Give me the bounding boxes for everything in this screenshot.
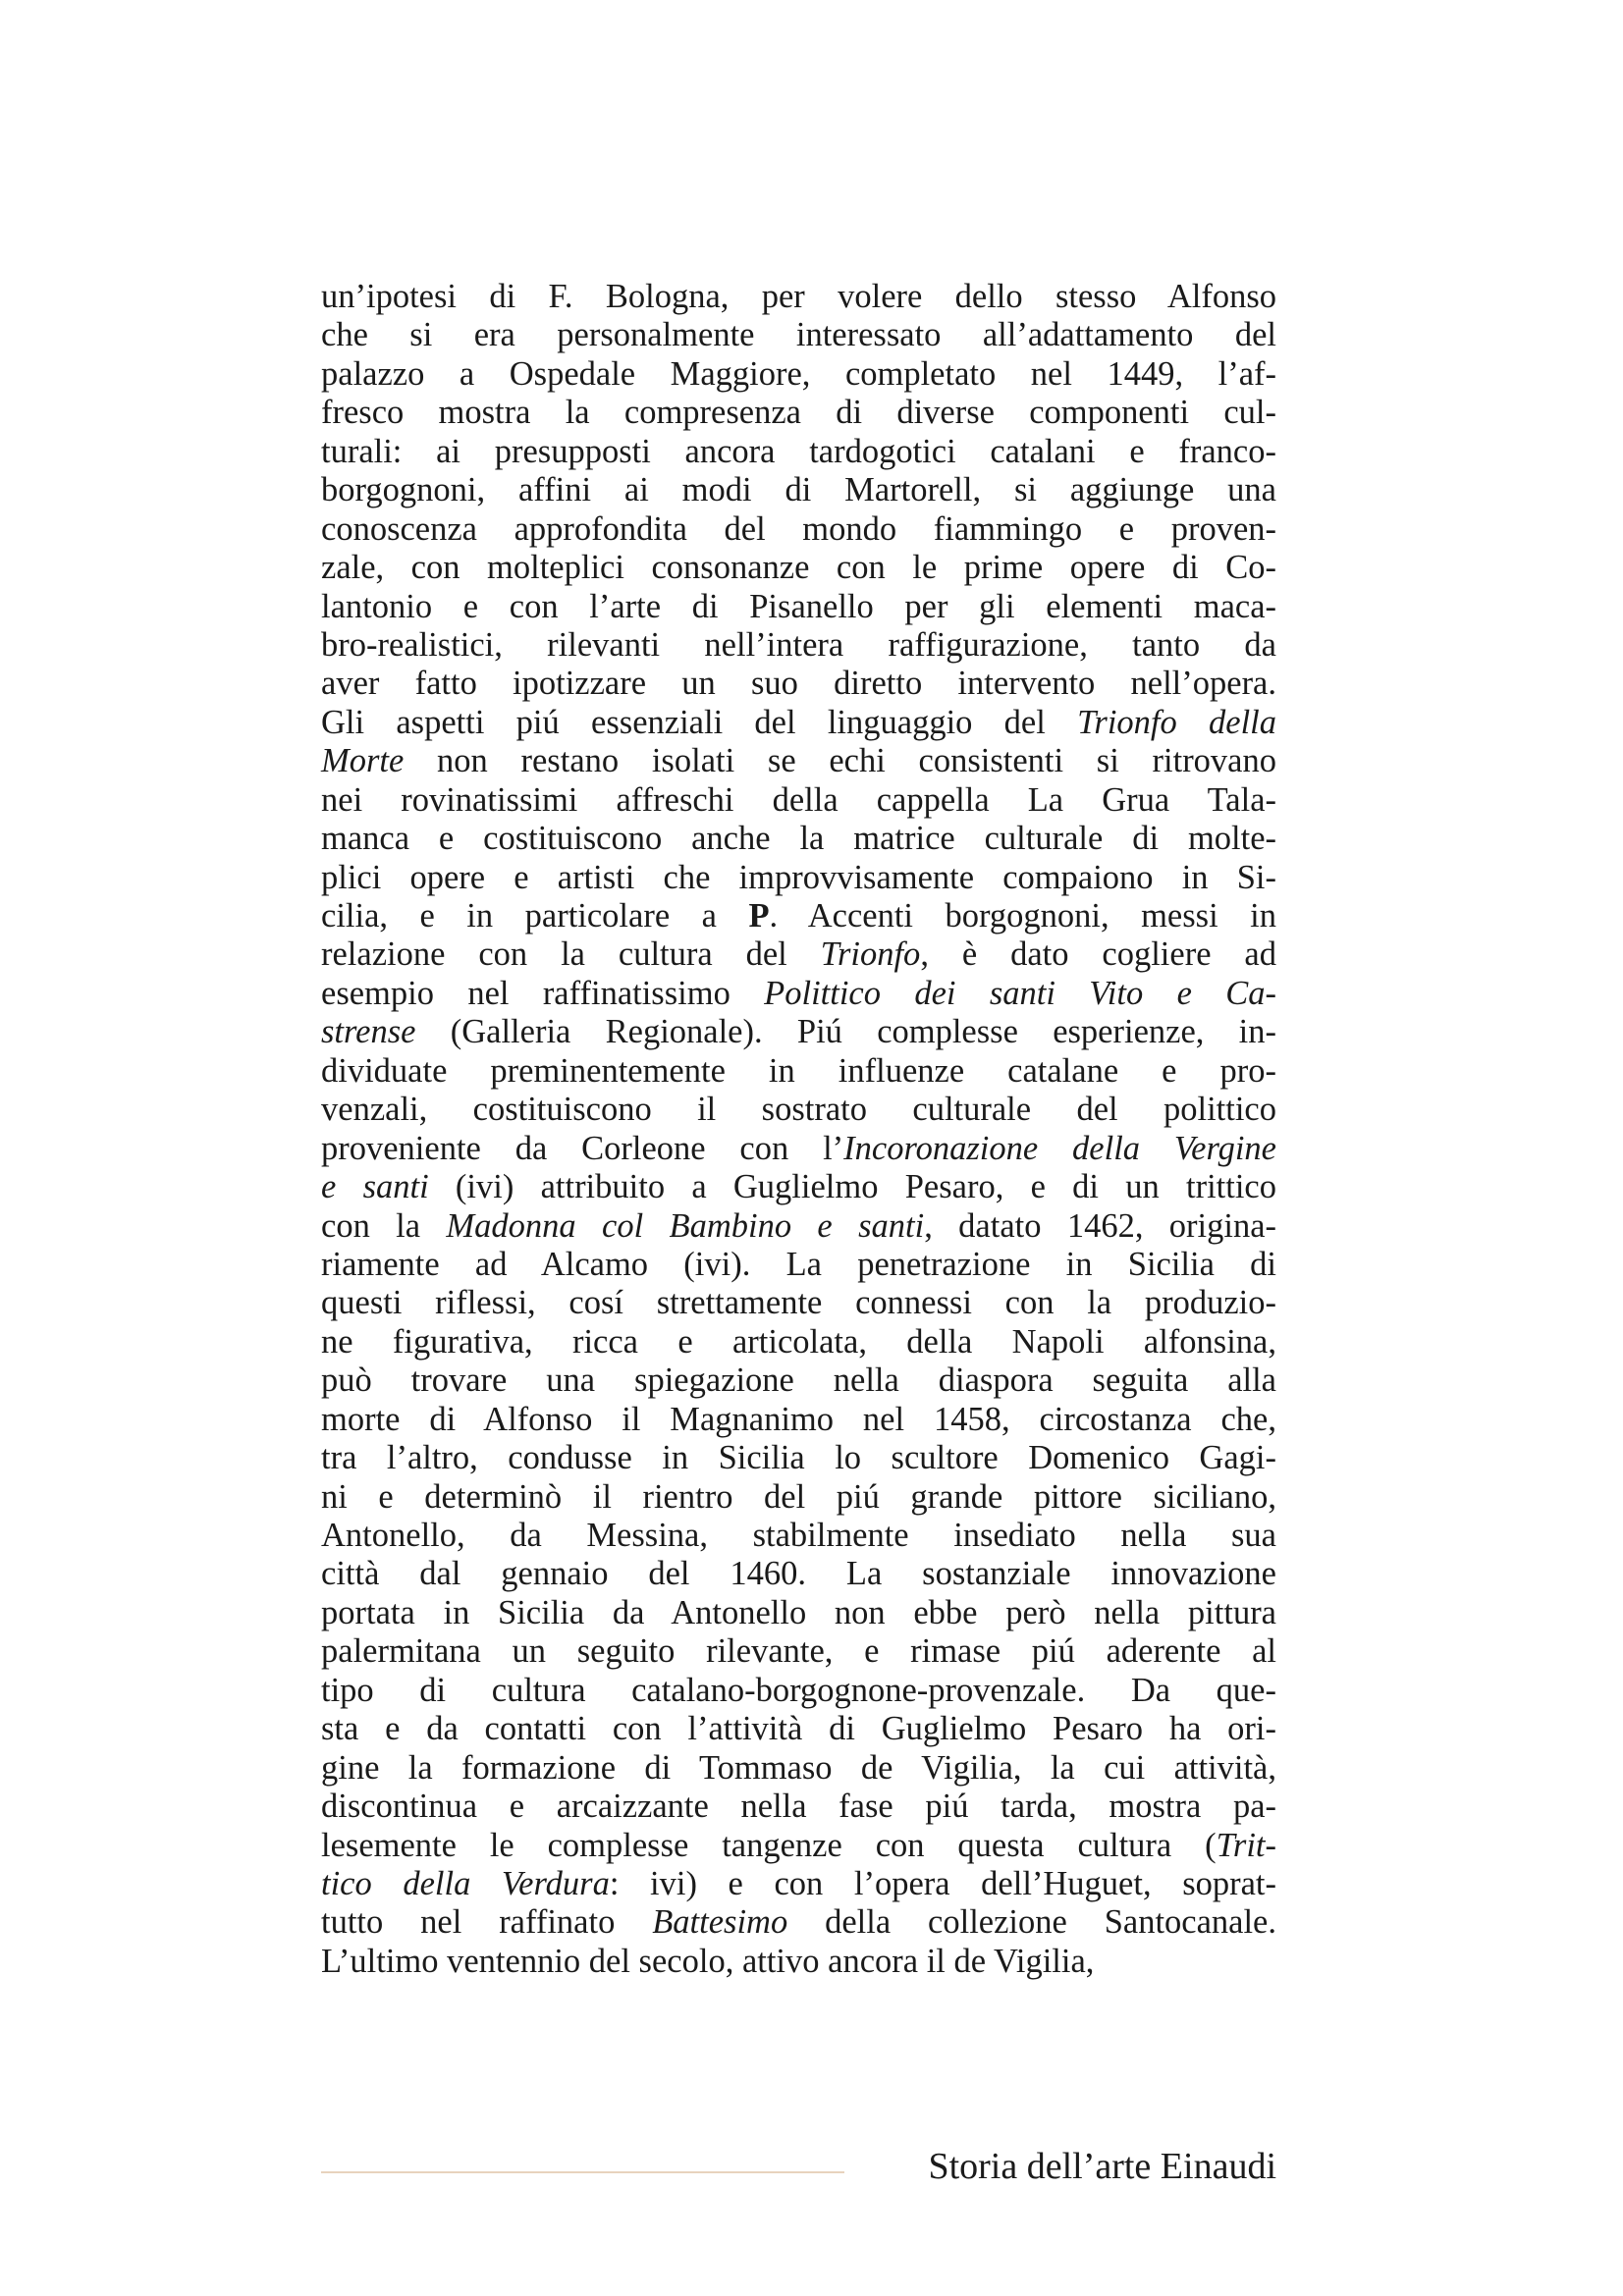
text-line (321, 975, 1276, 1013)
text-segment: che si era personalmente interessato all’adattamento del (321, 316, 1276, 354)
text-segment: palermitana un seguito rilevante, e rimase piú aderente al (321, 1632, 1276, 1671)
text-segment: aver fatto ipotizzare un suo diretto intervento nell’opera. (321, 665, 1276, 703)
text-line (321, 1517, 1276, 1555)
text-segment: con la (321, 1206, 447, 1245)
italic-text: Polittico dei santi Vito e Ca- (764, 974, 1276, 1012)
text-line (321, 1555, 1276, 1593)
text-segment: bro-realistici, rilevanti nell’intera raffigurazione, tanto da (321, 625, 1276, 664)
text-segment: nei rovinatissimi affreschi della cappella La Grua Tala- (321, 780, 1276, 819)
text-line (321, 1594, 1276, 1632)
text-line (321, 704, 1276, 742)
text-line (321, 278, 1276, 316)
text-line (321, 1362, 1276, 1400)
text-segment: Gli aspetti piú essenziali del linguaggio del (321, 703, 1078, 741)
text-segment: Antonello, da Messina, stabilmente insediato nella sua (321, 1517, 1276, 1554)
italic-text: e santi (321, 1168, 429, 1206)
text-line (321, 1943, 1276, 1981)
text-segment: non restano isolati se echi consistenti si ritrovano (404, 742, 1276, 780)
text-segment: gine la formazione di Tommaso de Vigilia, la cui attività, (321, 1748, 1276, 1787)
text-segment: un’ipotesi di F. Bologna, per volere dello stesso Alfonso (321, 278, 1276, 315)
text-line (321, 433, 1276, 471)
text-segment: turali: ai presupposti ancora tardogotici catalani e franco- (321, 432, 1276, 470)
text-line (321, 510, 1276, 549)
text-segment: . Accenti borgognoni, messi in (769, 897, 1276, 934)
text-line (321, 1865, 1276, 1903)
text-segment: (Galleria Regionale). Piú complesse esperienze, in- (415, 1013, 1276, 1051)
text-line (321, 1478, 1276, 1517)
text-line (321, 781, 1276, 820)
text-line (321, 1246, 1276, 1284)
text-line (321, 549, 1276, 587)
text-segment: (ivi) attribuito a Guglielmo Pesaro, e di un trittico (428, 1168, 1276, 1206)
text-segment: fresco mostra la compresenza di diverse componenti cul- (321, 394, 1276, 432)
text-line (321, 1439, 1276, 1477)
italic-text: Trionfo (820, 935, 921, 974)
text-segment: portata in Sicilia da Antonello non ebbe però nella pittura (321, 1593, 1276, 1631)
text-segment: tra l’altro, condusse in Sicilia lo scultore Domenico Gagi- (321, 1439, 1276, 1477)
text-line (321, 626, 1276, 665)
text-line (321, 935, 1276, 974)
text-line (321, 1401, 1276, 1439)
text-line (321, 1903, 1276, 1942)
text-segment: lantonio e con l’arte di Pisanello per gli elementi maca- (321, 587, 1276, 625)
text-line (321, 820, 1276, 858)
text-segment: ni e determinò il rientro del piú grande pittore siciliano, (321, 1477, 1276, 1516)
text-segment: dividuate preminentemente in influenze catalane e pro- (321, 1051, 1276, 1090)
footer-title: Storia dell’arte Einaudi (928, 2146, 1276, 2187)
text-line (321, 1207, 1276, 1246)
text-line (321, 355, 1276, 394)
text-line (321, 1091, 1276, 1129)
text-segment: morte di Alfonso il Magnanimo nel 1458, circostanza che, (321, 1400, 1276, 1438)
text-line (321, 471, 1276, 509)
text-line (321, 1827, 1276, 1865)
text-line (321, 394, 1276, 432)
text-segment: ne figurativa, ricca e articolata, della Napoli alfonsina, (321, 1322, 1276, 1361)
text-segment: : ivi) e con l’opera dell’Huguet, soprat- (609, 1864, 1276, 1902)
text-line (321, 1749, 1276, 1788)
text-line (321, 742, 1276, 780)
text-line (321, 897, 1276, 935)
text-line (321, 1013, 1276, 1051)
text-segment: palazzo a Ospedale Maggiore, completato nel 1449, l’af- (321, 354, 1276, 393)
text-segment: città dal gennaio del 1460. La sostanziale innovazione (321, 1555, 1276, 1593)
text-segment: riamente ad Alcamo (ivi). La penetrazione in Sicilia di (321, 1245, 1276, 1283)
text-segment: tutto nel raffinato (321, 1903, 653, 1942)
text-segment: sta e da contatti con l’attività di Guglielmo Pesaro ha ori- (321, 1710, 1276, 1748)
text-line (321, 1284, 1276, 1322)
text-segment: borgognoni, affini ai modi di Martorell, si aggiunge una (321, 471, 1276, 509)
text-line (321, 1052, 1276, 1091)
text-line (321, 665, 1276, 703)
text-segment: esempio nel raffinatissimo (321, 974, 765, 1012)
text-segment: tipo di cultura catalano-borgognone-provenzale. Da que- (321, 1671, 1276, 1709)
text-line (321, 1710, 1276, 1748)
italic-text: Morte (321, 742, 405, 780)
footer-rule (321, 2171, 844, 2173)
italic-text: tico della Verdura (321, 1864, 610, 1902)
text-segment: , è dato cogliere ad (920, 935, 1276, 974)
text-segment: proveniente da Corleone con l’ (321, 1129, 844, 1167)
text-line (321, 588, 1276, 626)
italic-text: strense (321, 1013, 416, 1051)
body-text (321, 278, 1276, 1981)
text-line (321, 1672, 1276, 1710)
text-segment: L’ultimo ventennio del secolo, attivo ancora il de Vigilia, (321, 1942, 1095, 1980)
italic-text: Madonna col Bambino e santi (446, 1206, 925, 1245)
text-segment: relazione con la cultura del (321, 935, 821, 974)
text-segment: plici opere e artisti che improvvisamente compaiono in Si- (321, 858, 1276, 896)
text-segment: conoscenza approfondita del mondo fiammingo e proven- (321, 509, 1276, 548)
italic-text: Trionfo della (1077, 703, 1276, 741)
text-segment: può trovare una spiegazione nella diaspora seguita alla (321, 1362, 1276, 1400)
text-segment: lesemente le complesse tangenze con questa cultura ( (321, 1826, 1217, 1864)
italic-text: Incoronazione della Vergine (843, 1129, 1276, 1167)
text-segment: discontinua e arcaizzante nella fase piú tarda, mostra pa- (321, 1788, 1276, 1826)
text-segment: cilia, e in particolare a (321, 897, 749, 934)
text-segment: zale, con molteplici consonanze con le prime opere di Co- (321, 549, 1276, 587)
text-segment: manca e costituiscono anche la matrice culturale di molte- (321, 820, 1276, 858)
italic-text: Trit- (1216, 1826, 1276, 1864)
text-segment: della collezione Santocanale. (787, 1903, 1276, 1942)
text-line (321, 1168, 1276, 1206)
text-line (321, 1632, 1276, 1671)
text-segment: questi riflessi, cosí strettamente connessi con la produzio- (321, 1284, 1276, 1322)
text-line (321, 1323, 1276, 1362)
italic-text: Battesimo (652, 1903, 788, 1942)
text-line (321, 1130, 1276, 1168)
text-line (321, 316, 1276, 354)
text-line (321, 859, 1276, 897)
text-line (321, 1788, 1276, 1826)
bold-text: P (748, 897, 770, 934)
text-segment: , datato 1462, origina- (924, 1206, 1277, 1245)
text-segment: venzali, costituiscono il sostrato culturale del polittico (321, 1091, 1276, 1129)
